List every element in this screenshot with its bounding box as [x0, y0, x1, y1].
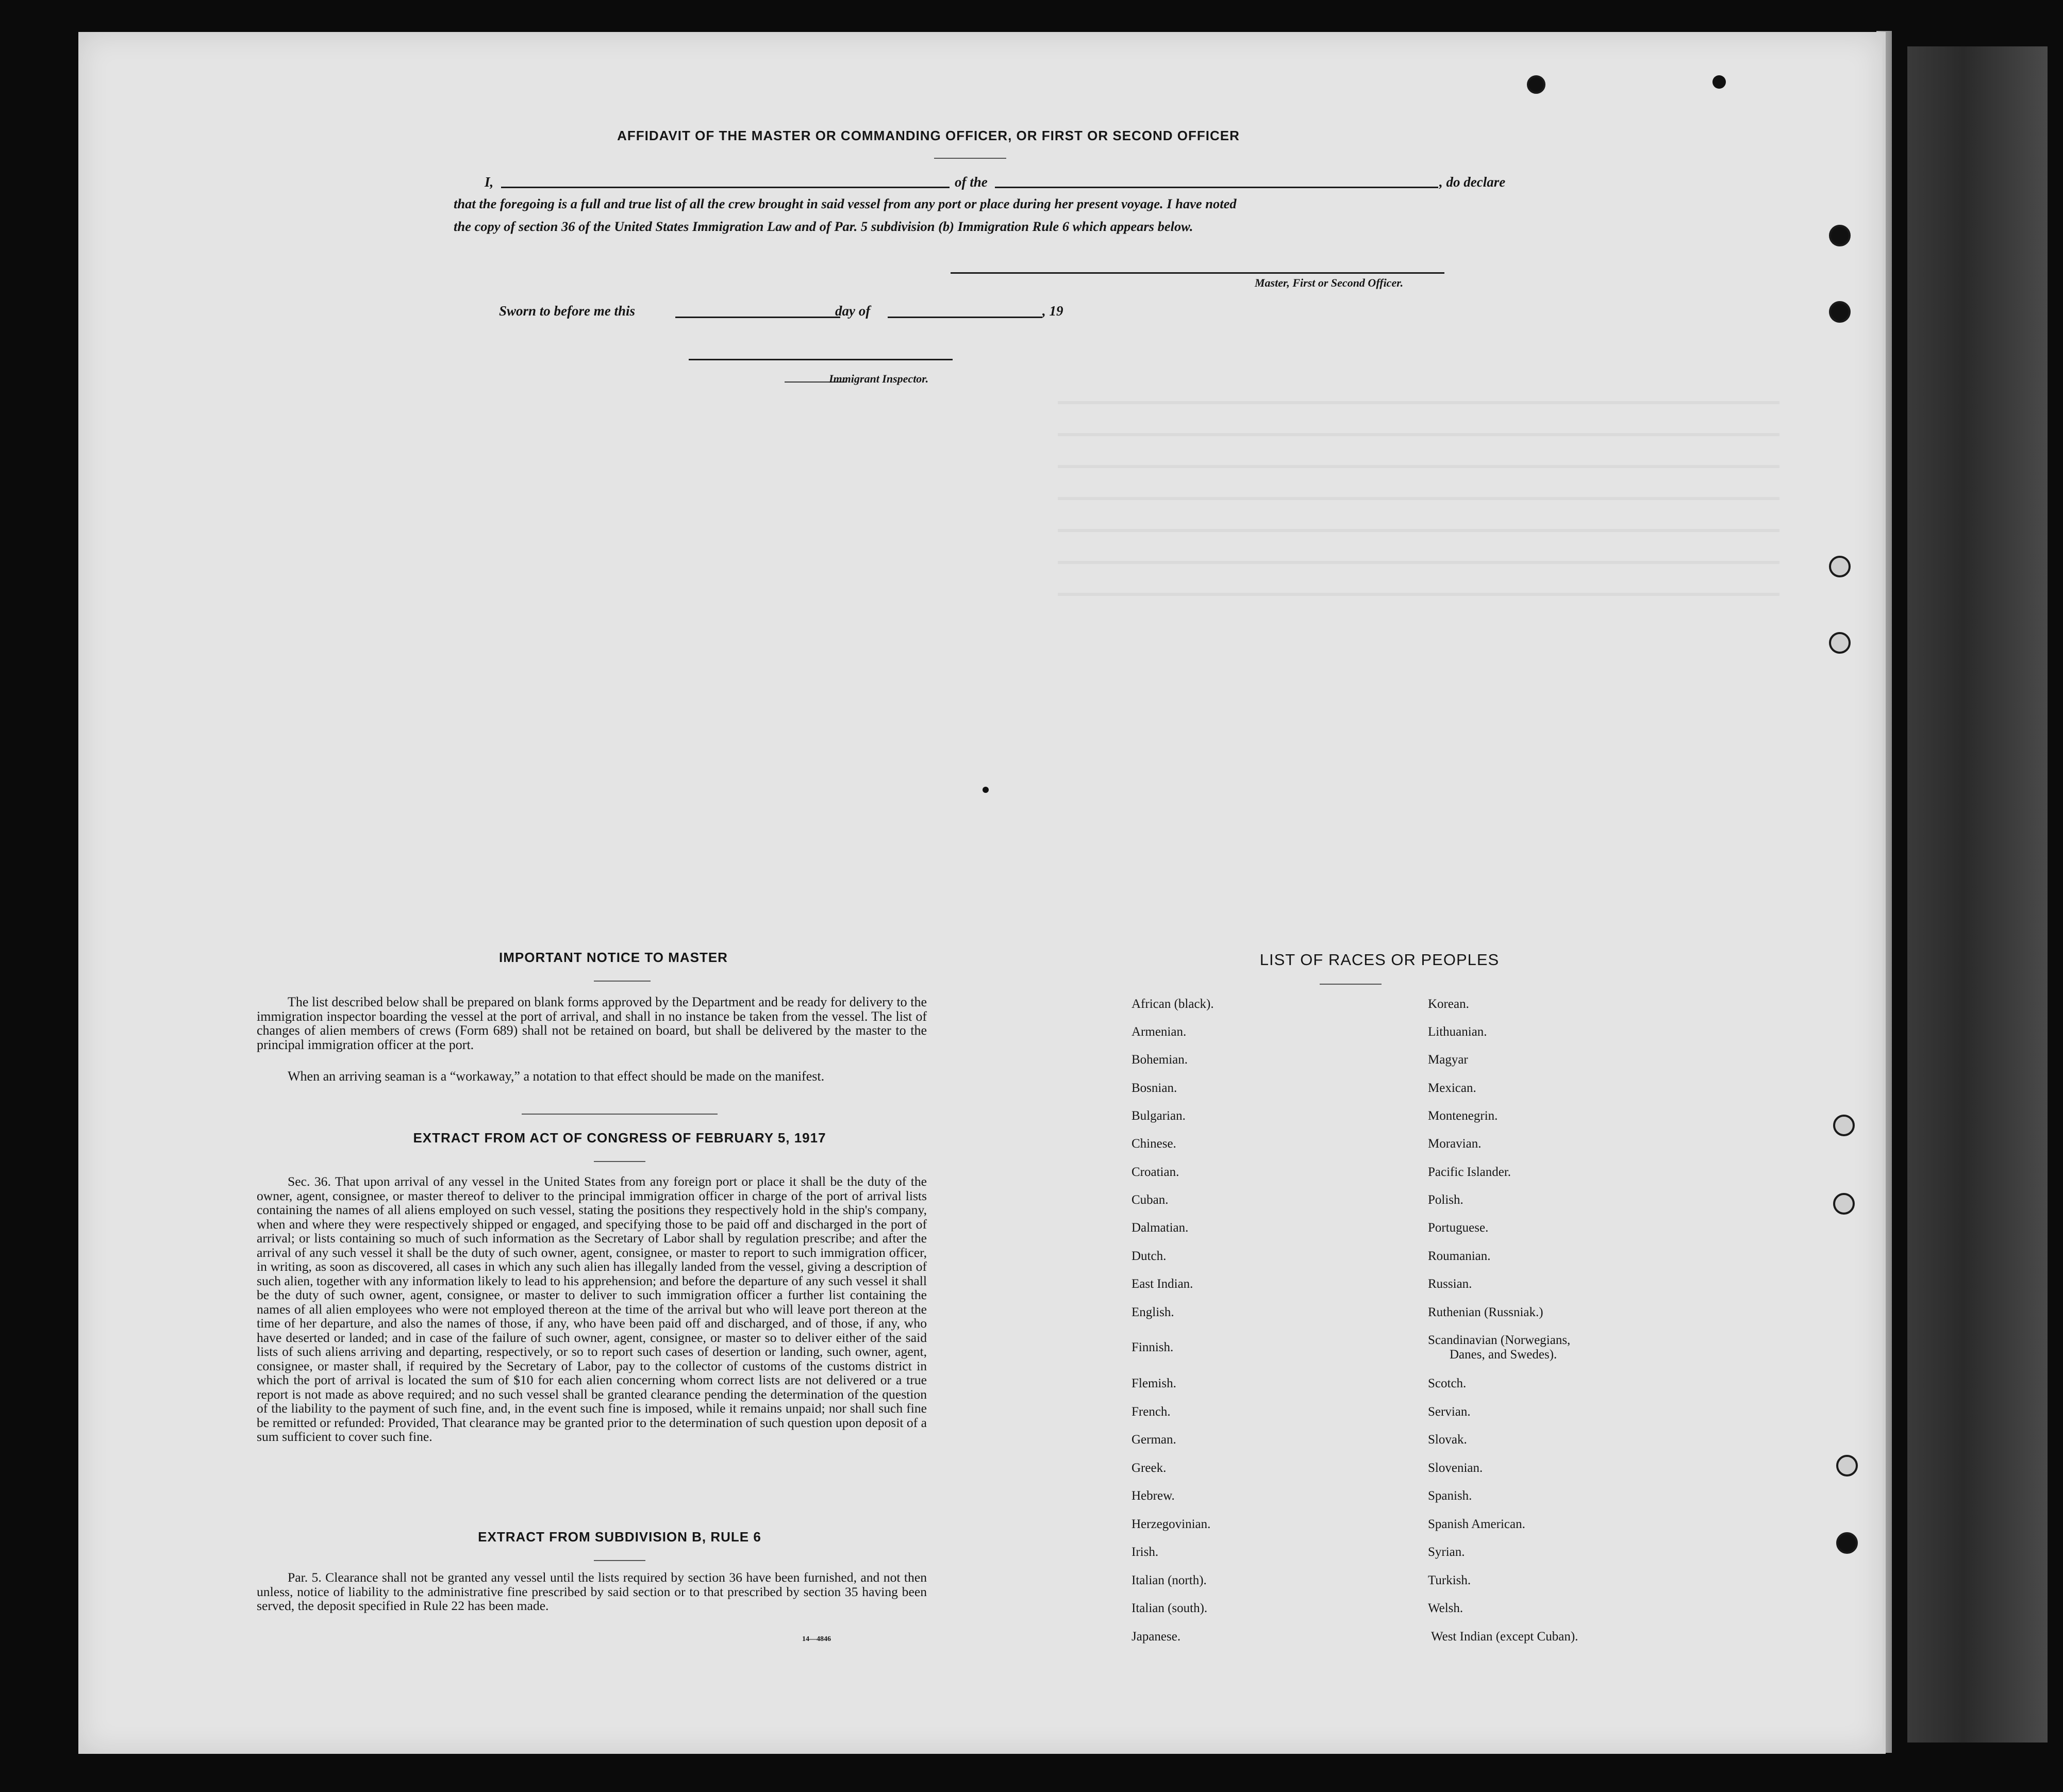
affidavit-i-label: I, [485, 174, 494, 190]
affidavit-line-2: that the foregoing is a full and true list of all the crew brought in said vessel from any port or place during her present voyage. I have noted [454, 196, 1237, 211]
race-item: East Indian. [1132, 1277, 1193, 1291]
punch-mark-icon [1712, 75, 1726, 89]
race-item: Slovenian. [1428, 1461, 1483, 1475]
races-title: LIST OF RACES OR PEOPLES [1259, 951, 1500, 969]
race-item: Russian. [1428, 1277, 1472, 1291]
race-item: Croatian. [1132, 1165, 1179, 1179]
race-item: Montenegrin. [1428, 1109, 1498, 1123]
race-item: Magyar [1428, 1053, 1468, 1067]
rule-extract-text: Par. 5. Clearance shall not be granted any vessel until the lists required by section 36 have been furnished, and not then unless, notice of liability to the administrative fine prescribed by said section or to that prescribed by section 35 having been served, the deposit specified in Rule 22 has been made. [257, 1570, 927, 1613]
notice-paragraph-1: The list described below shall be prepared on blank forms approved by the Department and be ready for delivery to the immigration inspector boarding the vessel at the port of arrival, and shall in no instance be taken from the vessel. The list of changes of alien members of crews (Form 689) shall not be retained on board, but shall be delivered by the master to the principal immigration officer at the port. [257, 994, 927, 1052]
binder-hole-icon [1527, 75, 1545, 94]
race-item: Italian (north). [1132, 1573, 1207, 1587]
race-item: Turkish. [1428, 1573, 1471, 1587]
race-item: English. [1132, 1305, 1174, 1319]
act-extract-title: EXTRACT FROM ACT OF CONGRESS OF FEBRUARY 5, 1917 [413, 1130, 826, 1146]
affidavit-title-underline [934, 158, 1006, 159]
race-item: Italian (south). [1132, 1601, 1208, 1615]
race-item: Polish. [1428, 1193, 1463, 1207]
race-item: Cuban. [1132, 1193, 1169, 1207]
notice-separator [522, 1114, 718, 1115]
act-extract-underline [594, 1161, 645, 1162]
race-item: Herzegovinian. [1132, 1517, 1211, 1531]
affidavit-line-3: the copy of section 36 of the United States Immigration Law and of Par. 5 subdivision (b) Immigration Rule 6 which appears below. [454, 219, 1193, 234]
race-item: Armenian. [1132, 1025, 1187, 1039]
race-item: African (black). [1132, 997, 1214, 1011]
race-item: Roumanian. [1428, 1249, 1491, 1263]
inspector-label: Immigrant Inspector. [829, 372, 929, 385]
race-item: Spanish. [1428, 1489, 1472, 1503]
race-item: Dalmatian. [1132, 1221, 1189, 1235]
sworn-label: Sworn to before me this [499, 303, 636, 319]
affidavit-declare-label: , do declare [1439, 174, 1506, 190]
binder-hole-icon [1829, 225, 1851, 246]
signature-label: Master, First or Second Officer. [1255, 276, 1404, 289]
races-title-underline [1320, 984, 1382, 985]
race-item: Slovak. [1428, 1433, 1467, 1447]
race-item: Finnish. [1132, 1340, 1174, 1354]
race-item: Dutch. [1132, 1249, 1167, 1263]
binder-hole-icon [1836, 1455, 1858, 1476]
act-extract-text: Sec. 36. That upon arrival of any vessel in the United States from any foreign port or place it shall be the duty of the owner, agent, consignee, or master thereof to deliver to the principal immigration officer in charge of the port of arrival lists containing the names of all aliens employed on such vessel, stating the positions they respectively hold in the ship's company, when and where they were respectively shipped or engaged, and specifying those to be paid off and discharged in the port of arrival; or lists containing so much of such information as the Secretary of Labor shall by regulation prescribe; and after the arrival of any such vessel it shall be the duty of such owner, agent, consignee, or master to report to such immigration officer, in writing, as soon as discovered, all cases in which any such alien has illegally landed from the vessel, giving a description of such alien, together with any information likely to lead to his apprehension; and before the departure of any such vessel it shall be the duty of such owner, agent, consignee, or master to deliver to such immigration officer a further list containing the names of all alien employees who were not employed thereon at the time of the arrival but who will leave port thereon at the time of her departure, and also the names of those, if any, who have been paid off and discharged, and of those, if any, who have deserted or landed; and in case of the failure of such owner, agent, consignee, or master so to deliver either of the said lists of such aliens arriving and departing, respectively, or so to report such cases of desertion or landing, such owner, agent, consignee, or master shall, if required by the Secretary of Labor, pay to the collector of customs of the customs district in which the port of arrival is located the sum of $10 for each alien concerning whom correct lists are not delivered or a true report is not made as above required; and no such vessel shall be granted clearance pending the determination of the question of the liability to the payment of such fine, and, in the event such fine is imposed, while it remains unpaid; nor shall such fine be remitted or refunded: Provided, That clearance may be granted prior to the determination of such question upon deposit of a sum sufficient to cover such fine. [257, 1174, 927, 1444]
race-item: Hebrew. [1132, 1489, 1175, 1503]
form-number: 14—4846 [802, 1635, 831, 1643]
race-item: Servian. [1428, 1405, 1471, 1419]
race-item: Scotch. [1428, 1376, 1467, 1390]
race-item: Irish. [1132, 1545, 1159, 1559]
race-item: German. [1132, 1433, 1176, 1447]
race-item: Portuguese. [1428, 1221, 1489, 1235]
binder-hole-icon [1829, 632, 1851, 654]
race-item: Pacific Islander. [1428, 1165, 1511, 1179]
race-item: Greek. [1132, 1461, 1167, 1475]
affidavit-title: AFFIDAVIT OF THE MASTER OR COMMANDING OFFICER, OR FIRST OR SECOND OFFICER [617, 128, 1240, 143]
notice-title-underline [594, 981, 651, 982]
race-item: Scandinavian (Norwegians, [1428, 1333, 1571, 1347]
race-item: Spanish American. [1428, 1517, 1525, 1531]
rule-extract-underline [594, 1560, 645, 1561]
race-item: Japanese. [1132, 1630, 1181, 1644]
binder-hole-icon [1833, 1115, 1855, 1136]
affidavit-of-the-label: of the [955, 174, 988, 190]
race-item: Syrian. [1428, 1545, 1465, 1559]
race-item: Chinese. [1132, 1137, 1176, 1151]
notice-title: IMPORTANT NOTICE TO MASTER [499, 950, 728, 965]
rule-extract-title: EXTRACT FROM SUBDIVISION B, RULE 6 [478, 1529, 761, 1545]
sworn-month-line [888, 317, 1042, 318]
race-item: Danes, and Swedes). [1450, 1348, 1557, 1362]
signature-line [951, 272, 1444, 274]
ink-speck-icon [983, 787, 989, 793]
scan-background-strip [1907, 46, 2048, 1743]
sworn-day-line [675, 317, 840, 318]
race-item: Ruthenian (Russniak.) [1428, 1305, 1543, 1319]
race-item: Moravian. [1428, 1137, 1482, 1151]
race-item: French. [1132, 1405, 1171, 1419]
race-item: West Indian (except Cuban). [1431, 1630, 1578, 1644]
document-page [78, 32, 1886, 1754]
race-item: Bohemian. [1132, 1053, 1188, 1067]
race-item: Mexican. [1428, 1081, 1476, 1095]
year-label: , 19 [1042, 303, 1063, 319]
binder-hole-icon [1836, 1532, 1858, 1554]
inspector-signature-line [689, 359, 953, 360]
race-item: Lithuanian. [1428, 1025, 1487, 1039]
binder-hole-icon [1829, 301, 1851, 323]
binder-hole-icon [1829, 556, 1851, 577]
race-item: Bosnian. [1132, 1081, 1177, 1095]
affidavit-name-line [501, 187, 950, 188]
day-of-label: day of [835, 303, 871, 319]
race-item: Korean. [1428, 997, 1469, 1011]
notice-paragraph-2: When an arriving seaman is a “workaway,” a notation to that effect should be made on the manifest. [288, 1069, 825, 1084]
race-item: Bulgarian. [1132, 1109, 1186, 1123]
race-item: Flemish. [1132, 1376, 1176, 1390]
affidavit-vessel-line [995, 187, 1438, 188]
race-item: Welsh. [1428, 1601, 1463, 1615]
bleed-through-area [1058, 372, 1779, 620]
binder-hole-icon [1833, 1193, 1855, 1215]
